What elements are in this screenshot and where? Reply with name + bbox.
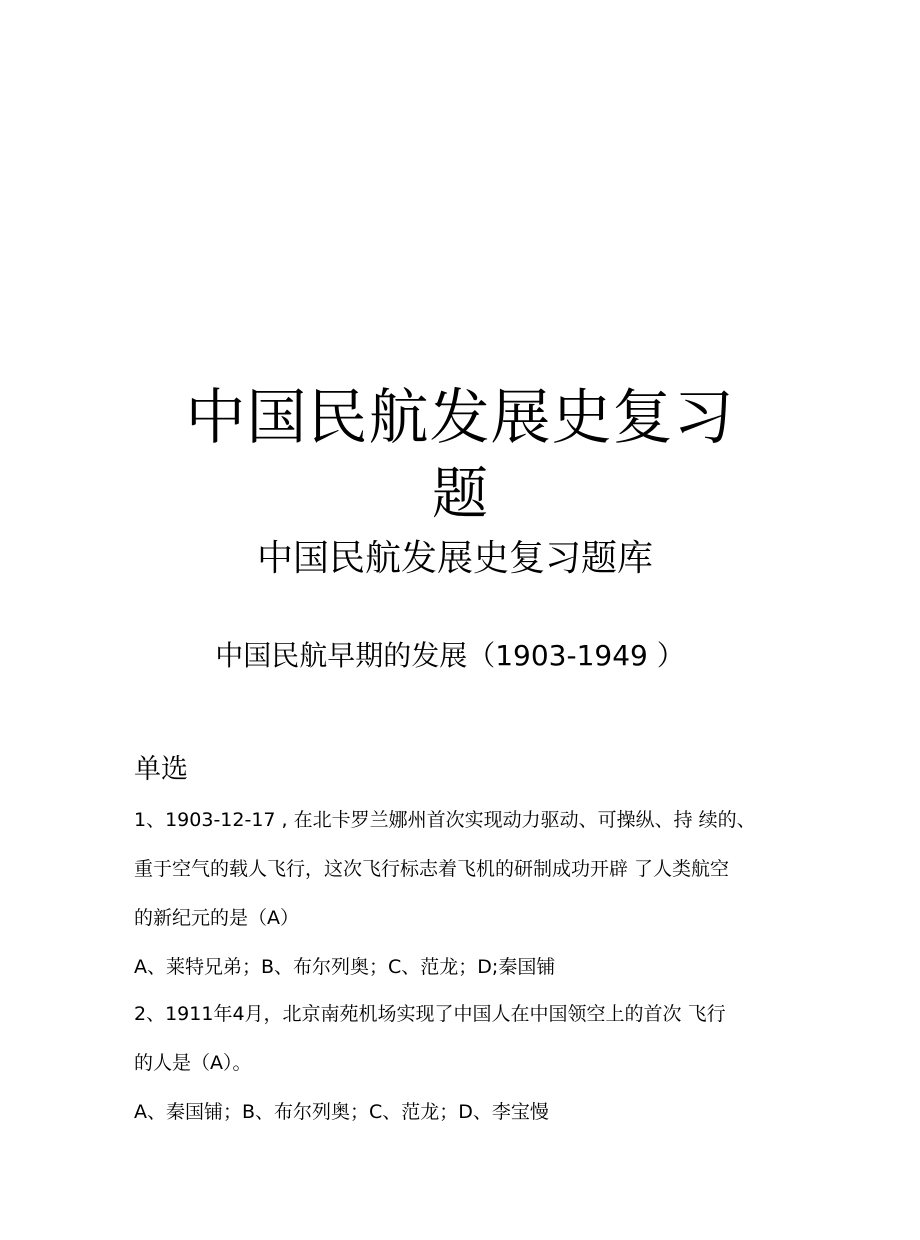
section-heading: 中国民航早期的发展（1903-1949 ） (215, 639, 685, 672)
question-1-line-1: 1、1903-12-17 , 在北卡罗兰娜州首次实现动力驱动、可操纵、持 续的、 (134, 809, 756, 831)
question-1-line-3: 的新纪元的是（A） (134, 907, 299, 929)
question-category: 单选 (134, 754, 188, 785)
document-subtitle: 中国民航发展史复习题库 (256, 538, 653, 579)
document-title-continued: 题 (432, 462, 488, 527)
question-2-line-1: 2、1911年4月，北京南苑机场实现了中国人在中国领空上的首次 飞行 (134, 1003, 726, 1025)
document-title: 中国民航发展史复习 (185, 383, 735, 453)
question-1-line-2: 重于空气的载人飞行，这次飞行标志着飞机的研制成功开辟 了人类航空 (134, 858, 730, 880)
question-1-options: A、莱特兄弟；B、布尔列奥；C、范龙；D;秦国铺 (134, 956, 556, 978)
question-2-line-2: 的人是（A）。 (134, 1052, 252, 1074)
question-2-options: A、秦国铺；B、布尔列奥；C、范龙；D、李宝慢 (134, 1101, 549, 1123)
